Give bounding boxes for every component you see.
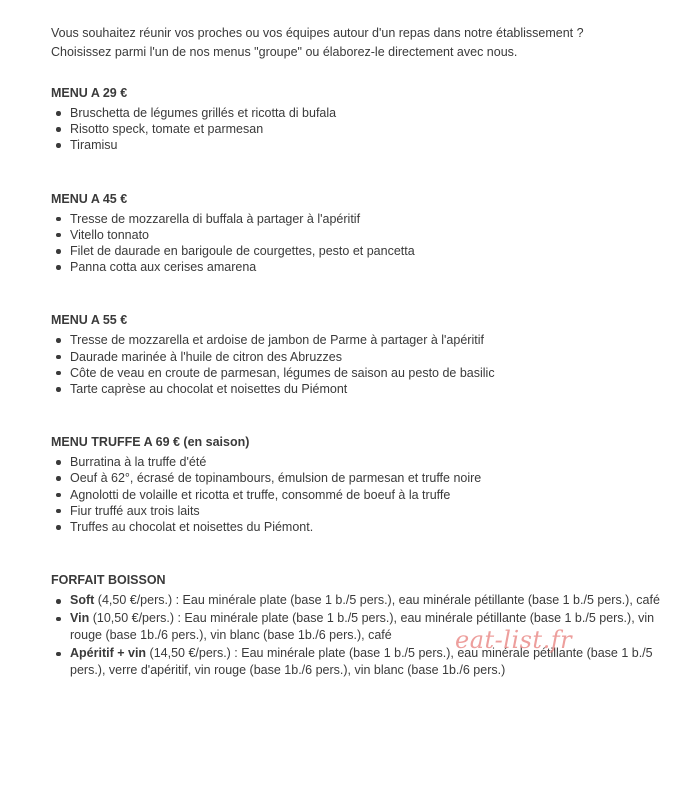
list-item: Filet de daurade en barigoule de courgettes, pesto et pancetta [70, 243, 666, 259]
list-item: Côte de veau en croute de parmesan, légumes de saison au pesto de basilic [70, 365, 666, 381]
list-item: Daurade marinée à l'huile de citron des Abruzzes [70, 349, 666, 365]
menu-title: MENU A 29 € [51, 86, 128, 100]
forfait-description: : Eau minérale plate (base 1 b./5 pers.), eau minérale pétillante (base 1 b./5 pers.), vin rouge (base 1b./6 pers.), vin blanc (base 1b./6 pers.), café [70, 610, 655, 643]
list-item: Tresse de mozzarella di buffala à partager à l'apéritif [70, 211, 666, 227]
menu-page-content [51, 24, 666, 680]
menu-section-45 [51, 191, 666, 276]
list-item: Oeuf à 62°, écrasé de topinambours, émulsion de parmesan et truffe noire [70, 470, 666, 486]
list-item: Bruschetta de légumes grillés et ricotta di bufala [70, 105, 666, 121]
forfait-item-soft [70, 592, 666, 610]
forfait-name: Apéritif + vin [70, 645, 147, 660]
list-item: Tiramisu [70, 137, 666, 153]
list-item: Tarte caprèse au chocolat et noisettes du Piémont [70, 381, 666, 397]
menu-title: MENU TRUFFE A 69 € (en saison) [51, 435, 250, 450]
intro-line-1: Vous souhaitez réunir vos proches ou vos équipes autour d'un repas dans notre établissement ? [51, 26, 584, 40]
forfait-item-list [51, 592, 666, 680]
forfait-price: (4,50 €/pers.) [94, 593, 173, 608]
list-item: Vitello tonnato [70, 227, 666, 243]
list-item: Fiur truffé aux trois laits [70, 503, 666, 519]
list-item: Risotto speck, tomate et parmesan [70, 121, 666, 137]
menu-item-list [51, 454, 666, 535]
list-item: Agnolotti de volaille et ricotta et truffe, consommé de boeuf à la truffe [70, 487, 666, 503]
menu-item-list [51, 105, 666, 154]
list-item: Panna cotta aux cerises amarena [70, 259, 666, 275]
menu-section-truffe [51, 434, 666, 535]
menu-section-29 [51, 85, 666, 154]
forfait-name: Vin [70, 610, 90, 625]
forfait-description: : Eau minérale plate (base 1 b./5 pers.), eau minérale pétillante (base 1 b./5 pers.), café [172, 593, 660, 608]
forfait-boisson-section [51, 572, 666, 680]
list-item: Tresse de mozzarella et ardoise de jambon de Parme à partager à l'apéritif [70, 332, 666, 348]
forfait-title: FORFAIT BOISSON [51, 573, 166, 588]
forfait-item-aperitif-vin [70, 645, 666, 680]
forfait-price: (14,50 €/pers.) [146, 645, 231, 660]
intro-line-2: Choisissez parmi l'un de nos menus "groupe" ou élaborez-le directement avec nous. [51, 45, 518, 59]
forfait-price: (10,50 €/pers.) [89, 610, 174, 625]
forfait-item-vin [70, 610, 666, 645]
list-item: Truffes au chocolat et noisettes du Piémont. [70, 519, 666, 535]
menu-title: MENU A 45 € [51, 191, 128, 206]
list-item: Burratina à la truffe d'été [70, 454, 666, 470]
intro-paragraph [51, 24, 666, 62]
forfait-description: : Eau minérale plate (base 1 b./5 pers.), eau minérale pétillante (base 1 b./5 pers.), verre d'apéritif, vin rouge (base 1b./6 pers.), vin blanc (base 1b./6 pers.) [70, 645, 653, 678]
menu-item-list [51, 211, 666, 276]
menu-title: MENU A 55 € [51, 313, 128, 328]
watermark: eat-list.fr [455, 626, 573, 654]
menu-item-list [51, 332, 666, 397]
forfait-name: Soft [70, 593, 95, 608]
menu-section-55 [51, 312, 666, 397]
